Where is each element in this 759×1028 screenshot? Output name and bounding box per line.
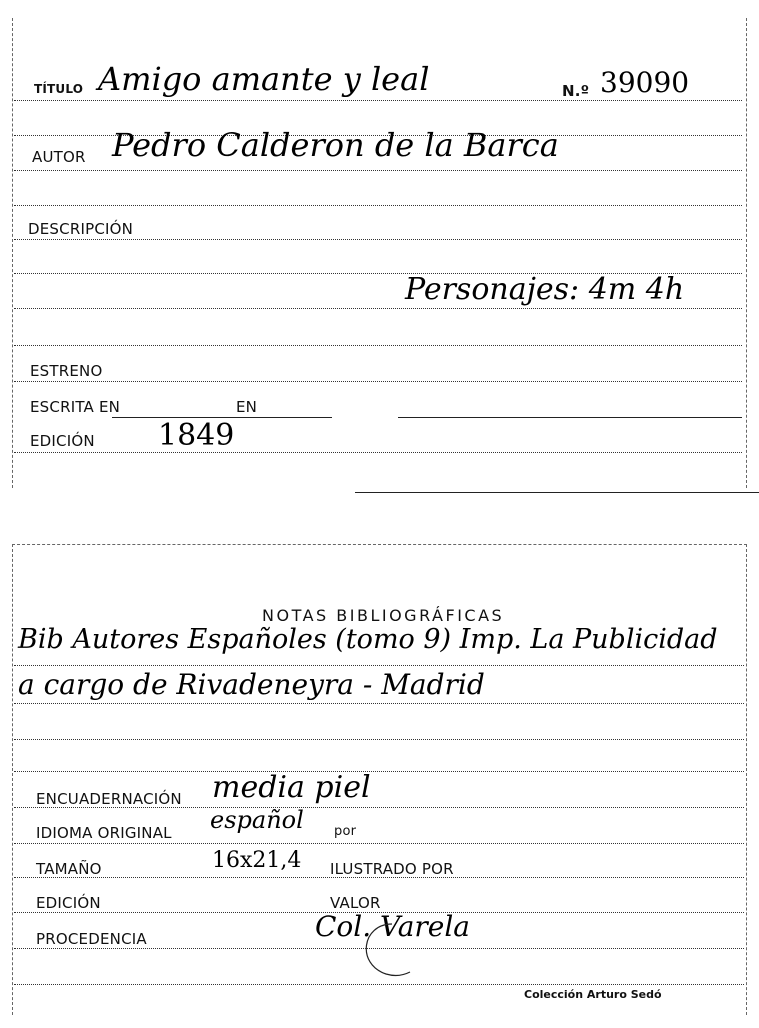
ruled-line xyxy=(14,984,744,985)
edicion-label: EDICIÓN xyxy=(30,432,95,450)
ruled-line xyxy=(14,739,744,740)
autor-value: Pedro Calderon de la Barca xyxy=(112,126,559,164)
numero-label: N.º xyxy=(562,82,590,100)
notas-heading: NOTAS BIBLIOGRÁFICAS xyxy=(262,606,505,625)
card-bottom-edge xyxy=(355,492,759,493)
tamano-label: TAMAÑO xyxy=(36,860,102,878)
ruled-line xyxy=(14,771,744,772)
ruled-line xyxy=(14,308,742,309)
edicion-label-bottom: EDICIÓN xyxy=(36,894,101,912)
idioma-label: IDIOMA ORIGINAL xyxy=(36,824,172,842)
ruled-line xyxy=(14,843,744,844)
ruled-line xyxy=(14,205,742,206)
descripcion-label: DESCRIPCIÓN xyxy=(28,220,134,238)
collection-credit: Colección Arturo Sedó xyxy=(524,988,662,1001)
ruled-line xyxy=(14,703,744,704)
en-label: EN xyxy=(236,398,258,416)
estreno-label: ESTRENO xyxy=(30,362,103,380)
autor-label: AUTOR xyxy=(32,148,86,166)
numero-value: 39090 xyxy=(600,66,690,99)
encuadernacion-value: media piel xyxy=(212,770,371,805)
ruled-line xyxy=(14,239,742,240)
procedencia-label: PROCEDENCIA xyxy=(36,930,147,948)
titulo-label: TÍTULO xyxy=(34,82,84,96)
idioma-value: español xyxy=(210,806,304,834)
ruled-line xyxy=(14,665,744,666)
edicion-value: 1849 xyxy=(158,418,235,453)
tamano-value: 16x21,4 xyxy=(212,848,302,873)
ruled-line xyxy=(14,452,742,453)
escrita-en-label: ESCRITA EN xyxy=(30,398,121,416)
descripcion-value: Personajes: 4m 4h xyxy=(405,272,685,307)
ruled-line xyxy=(262,417,332,418)
por-label: por xyxy=(334,824,357,839)
titulo-value: Amigo amante y leal xyxy=(98,60,430,98)
notas-line-2: a cargo de Rivadeneyra - Madrid xyxy=(18,668,485,701)
ruled-line xyxy=(14,381,742,382)
ruled-line xyxy=(14,170,742,171)
notas-line-1: Bib Autores Españoles (tomo 9) Imp. La Publicidad xyxy=(18,624,718,655)
ruled-line xyxy=(14,345,742,346)
procedencia-value: Col. Varela xyxy=(315,910,470,943)
ruled-line xyxy=(14,100,742,101)
ruled-line xyxy=(398,417,742,418)
encuadernacion-label: ENCUADERNACIÓN xyxy=(36,790,182,808)
ilustrado-label: ILUSTRADO POR xyxy=(330,860,454,878)
valor-label: VALOR xyxy=(330,894,381,912)
stamp-mark xyxy=(352,920,422,980)
